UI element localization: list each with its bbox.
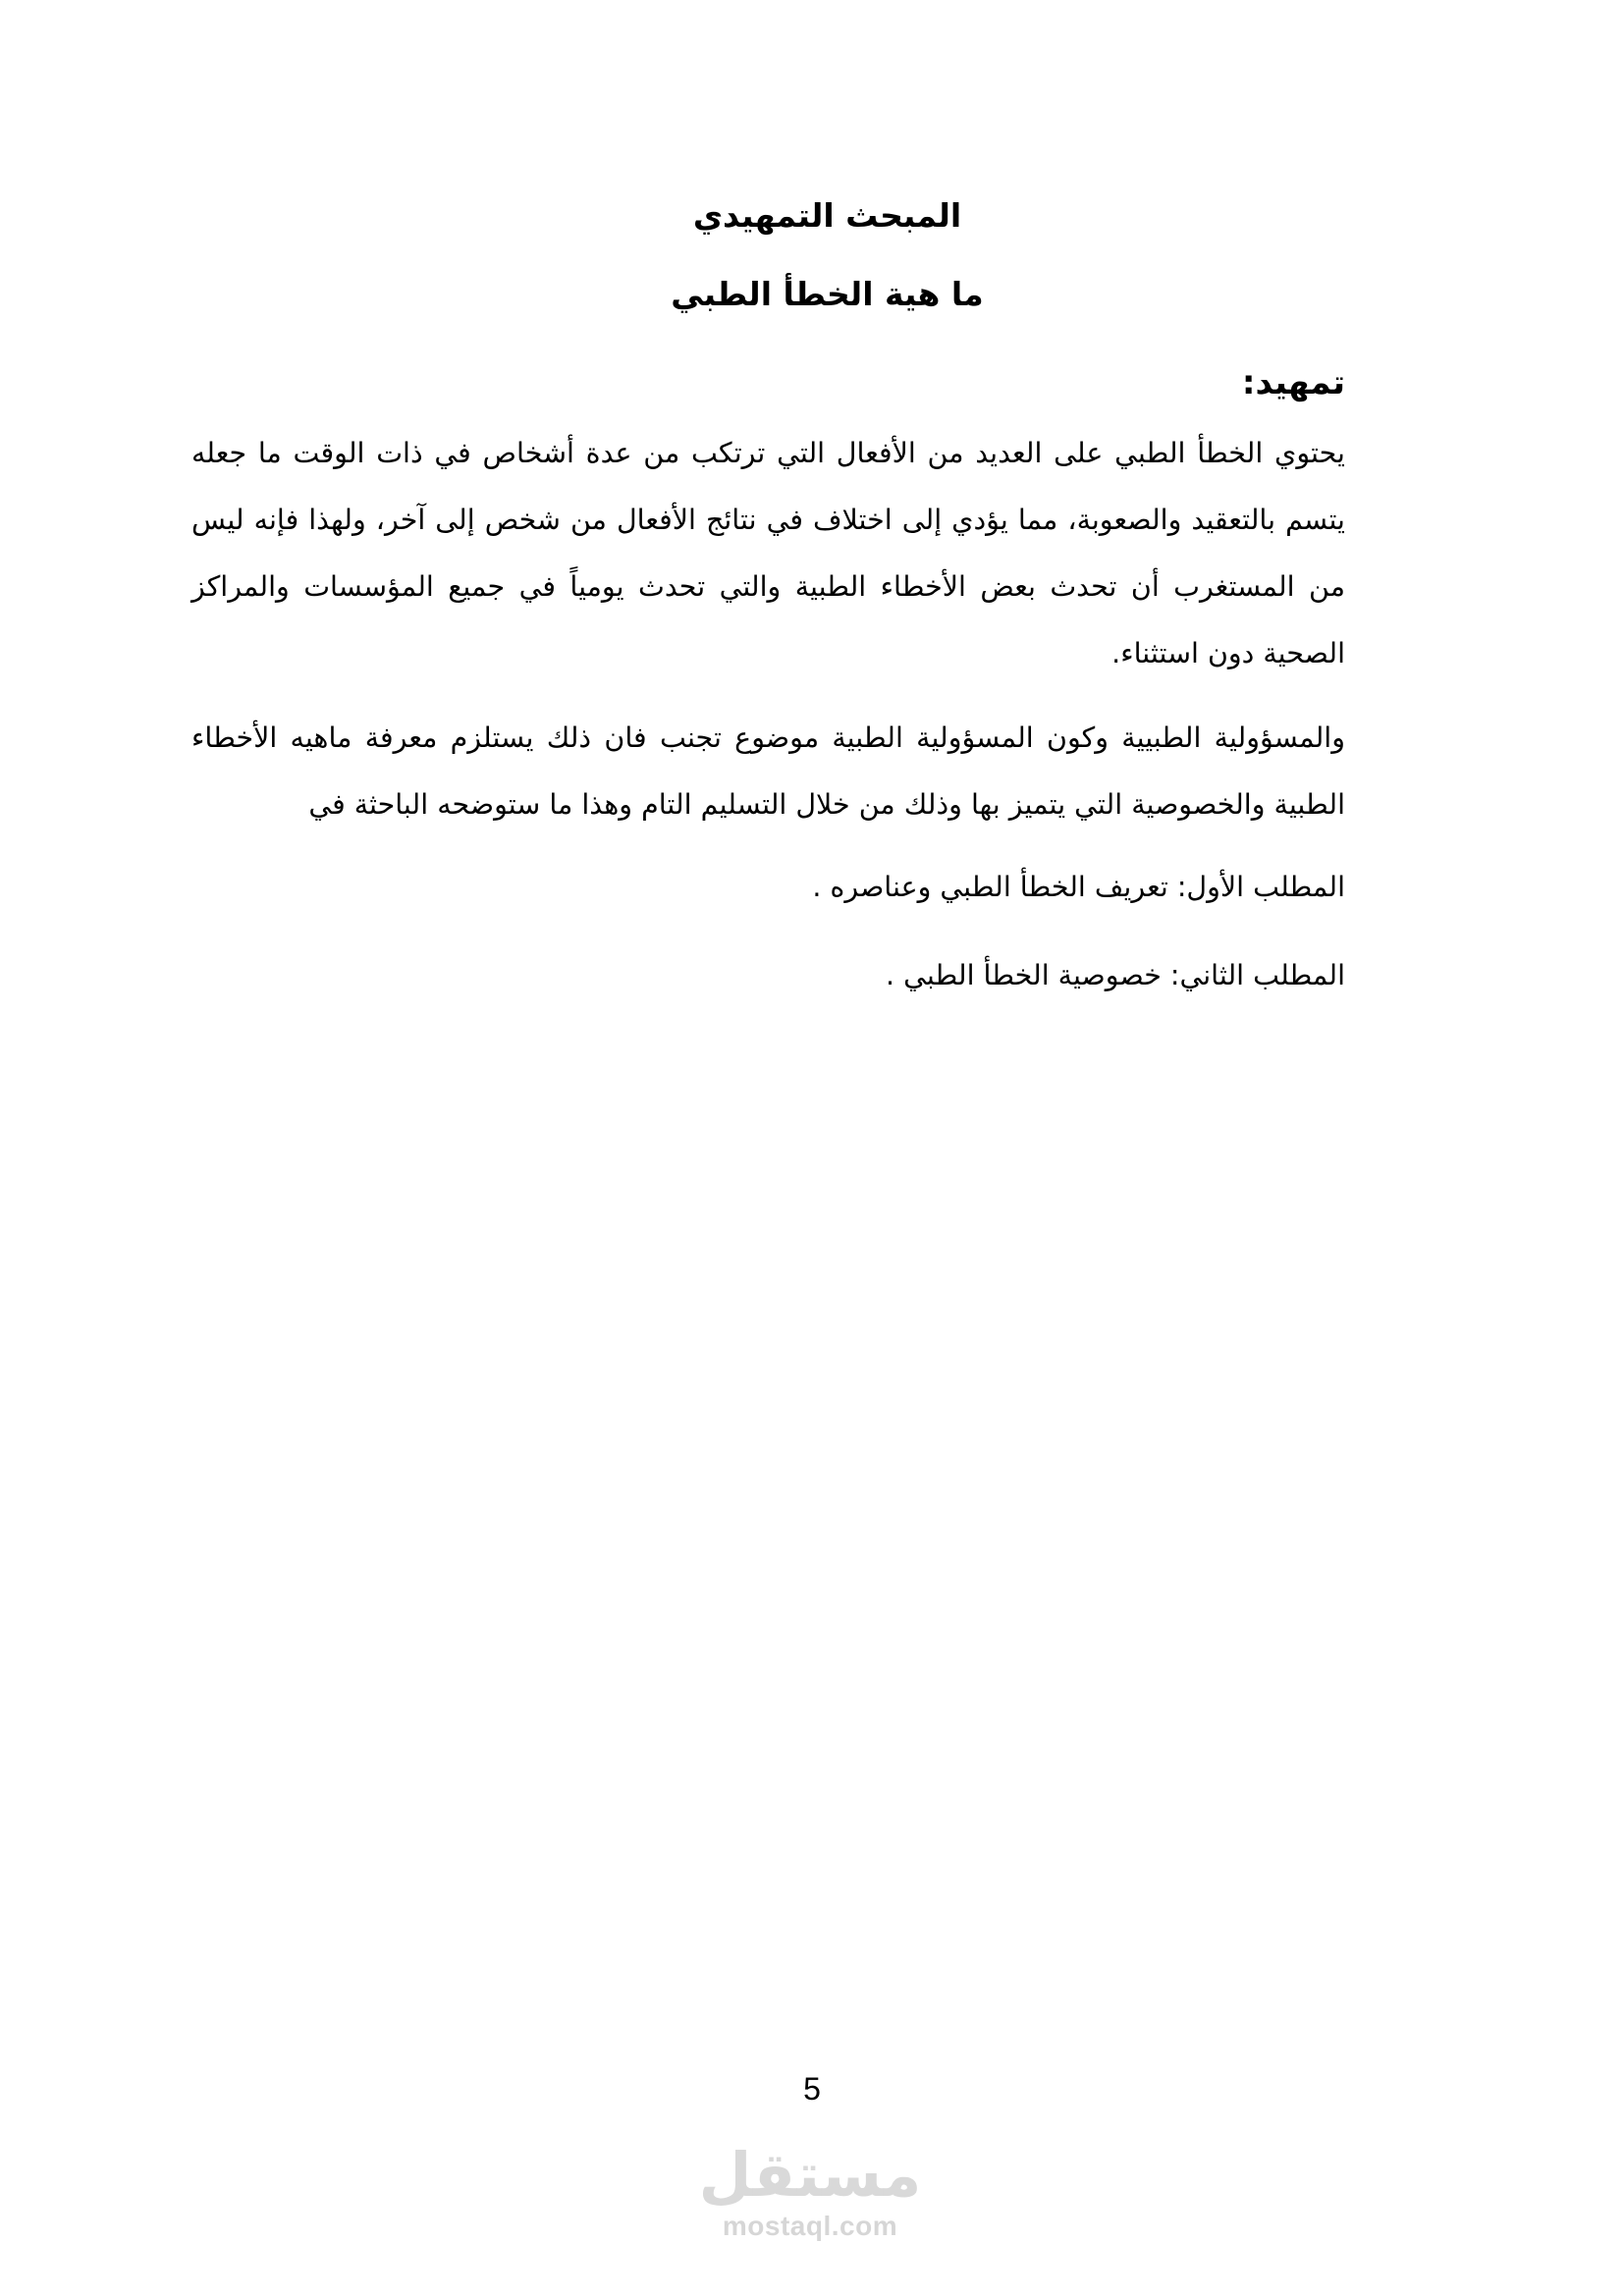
watermark-site-text: mostaql.com <box>722 2211 898 2241</box>
mostaql-watermark <box>677 2140 943 2268</box>
section-item-second: المطلب الثاني: خصوصية الخطأ الطبي . <box>886 959 1345 991</box>
paragraph-intro: يحتوي الخطأ الطبي على العديد من الأفعال التي ترتكب من عدة أشخاص في ذات الوقت ما جعله يتسم بالتعقيد والصعوبة، مما يؤدي إلى اختلاف في نتائج الأفعال من شخص إلى آخر، ولهذا فإنه ليس من المستغرب أن تحدث بعض الأخطاء الطبية والتي تحدث يومياً في جميع المؤسسات والمراكز الصحية دون استثناء. <box>191 437 1345 669</box>
section-item-first: المطلب الأول: تعريف الخطأ الطبي وعناصره . <box>812 871 1345 903</box>
chapter-subheading: ما هية الخطأ الطبي <box>671 275 984 313</box>
chapter-heading: المبحث التمهيدي <box>692 196 962 235</box>
page-content <box>191 187 1345 1009</box>
intro-label: تمهيد: <box>1241 363 1345 402</box>
watermark-logo-text: مستقل <box>698 2139 922 2211</box>
paragraph-responsibility: والمسؤولية الطبيية وكون المسؤولية الطبية موضوع تجنب فان ذلك يستلزم معرفة ماهيه الأخطاء الطبية والخصوصية التي يتميز بها وذلك من خلال التسليم التام وهذا ما ستوضحه الباحثة في <box>191 721 1345 821</box>
page-number: 5 <box>803 2071 821 2107</box>
